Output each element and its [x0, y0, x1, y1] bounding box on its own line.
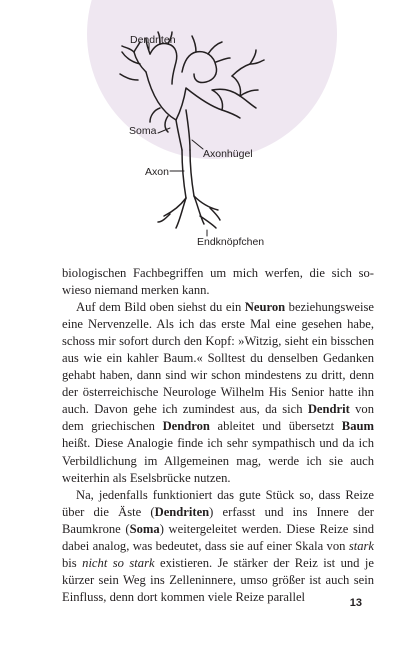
label-axon-hillock: Axonhügel — [203, 148, 253, 160]
p2-text-5: heißt. Diese Analogie finde ich sehr sympathisch und da ich Verbildlichung im Allgemeinen mag, werde ich sie auch weiterhin als Eselsbrücke nutzen. — [62, 436, 374, 485]
p3-text-4: bis — [62, 555, 83, 570]
term-dendrit: Dendrit — [307, 402, 350, 417]
p3-text-3: ) weitergeleitet werden. Diese Reize sind dabei analog, was bedeutet, dass sie auf einer Skala von — [62, 521, 374, 553]
emph-nicht-so-stark: nicht so stark — [82, 555, 155, 570]
p3-text-1: Na, jedenfalls funktioniert das gute Stück so, dass Reize über die Äste ( — [62, 487, 374, 519]
term-dendron: Dendron — [162, 419, 210, 434]
terminal-3 — [176, 198, 186, 228]
label-terminals: Endknöpfchen — [197, 236, 265, 248]
p2-text-4: ableitet und übersetzt — [209, 419, 342, 434]
p2-text-2: beziehungsweise eine Nervenzelle. Als ich das erste Mal eine gesehen habe, schoss mir sofort durch den Kopf: »Witzig, sieht ein bisschen aus wie ein kahler Baum.« Solltest du denselben Gedanken gehabt haben, dann sind wir schon mindestens zu dritt, denn der österreichische Neurologe Wilhelm His Senior hatte ihn auch. Davon gehe ich zumindest aus, da sich — [62, 300, 374, 417]
p3-text-5: existieren. Je stärker der Reiz ist und je kürzer sein Weg ins Zelleninnere, umso größer ist auch sein Einfluss, denn dort kommen viele Reize parallel — [62, 555, 374, 604]
term-neuron: Neuron — [244, 300, 286, 315]
label-axon: Axon — [145, 166, 169, 178]
paragraph-3 — [62, 487, 374, 606]
body-text — [62, 265, 374, 606]
label-dendrites: Dendriten — [130, 34, 176, 46]
term-dendriten: Dendriten — [154, 504, 210, 519]
p2-text-3: von dem griechischen — [62, 402, 374, 434]
axon-left-edge — [182, 150, 186, 198]
term-soma: Soma — [129, 521, 160, 536]
page-number: 13 — [349, 597, 362, 609]
paragraph-1: biologischen Fachbegriffen um mich werfen, die sich sowieso niemand merken kann. — [62, 266, 374, 298]
neuron-figure — [0, 0, 407, 262]
p3-text-2: ) erfasst und ins Innere der Baumkrone ( — [62, 504, 374, 536]
label-soma: Soma — [129, 125, 157, 137]
term-baum: Baum — [341, 419, 374, 434]
p2-text-1: Auf dem Bild oben siehst du ein — [76, 300, 245, 315]
emph-stark: stark — [348, 538, 374, 553]
paragraph-2 — [62, 299, 374, 487]
